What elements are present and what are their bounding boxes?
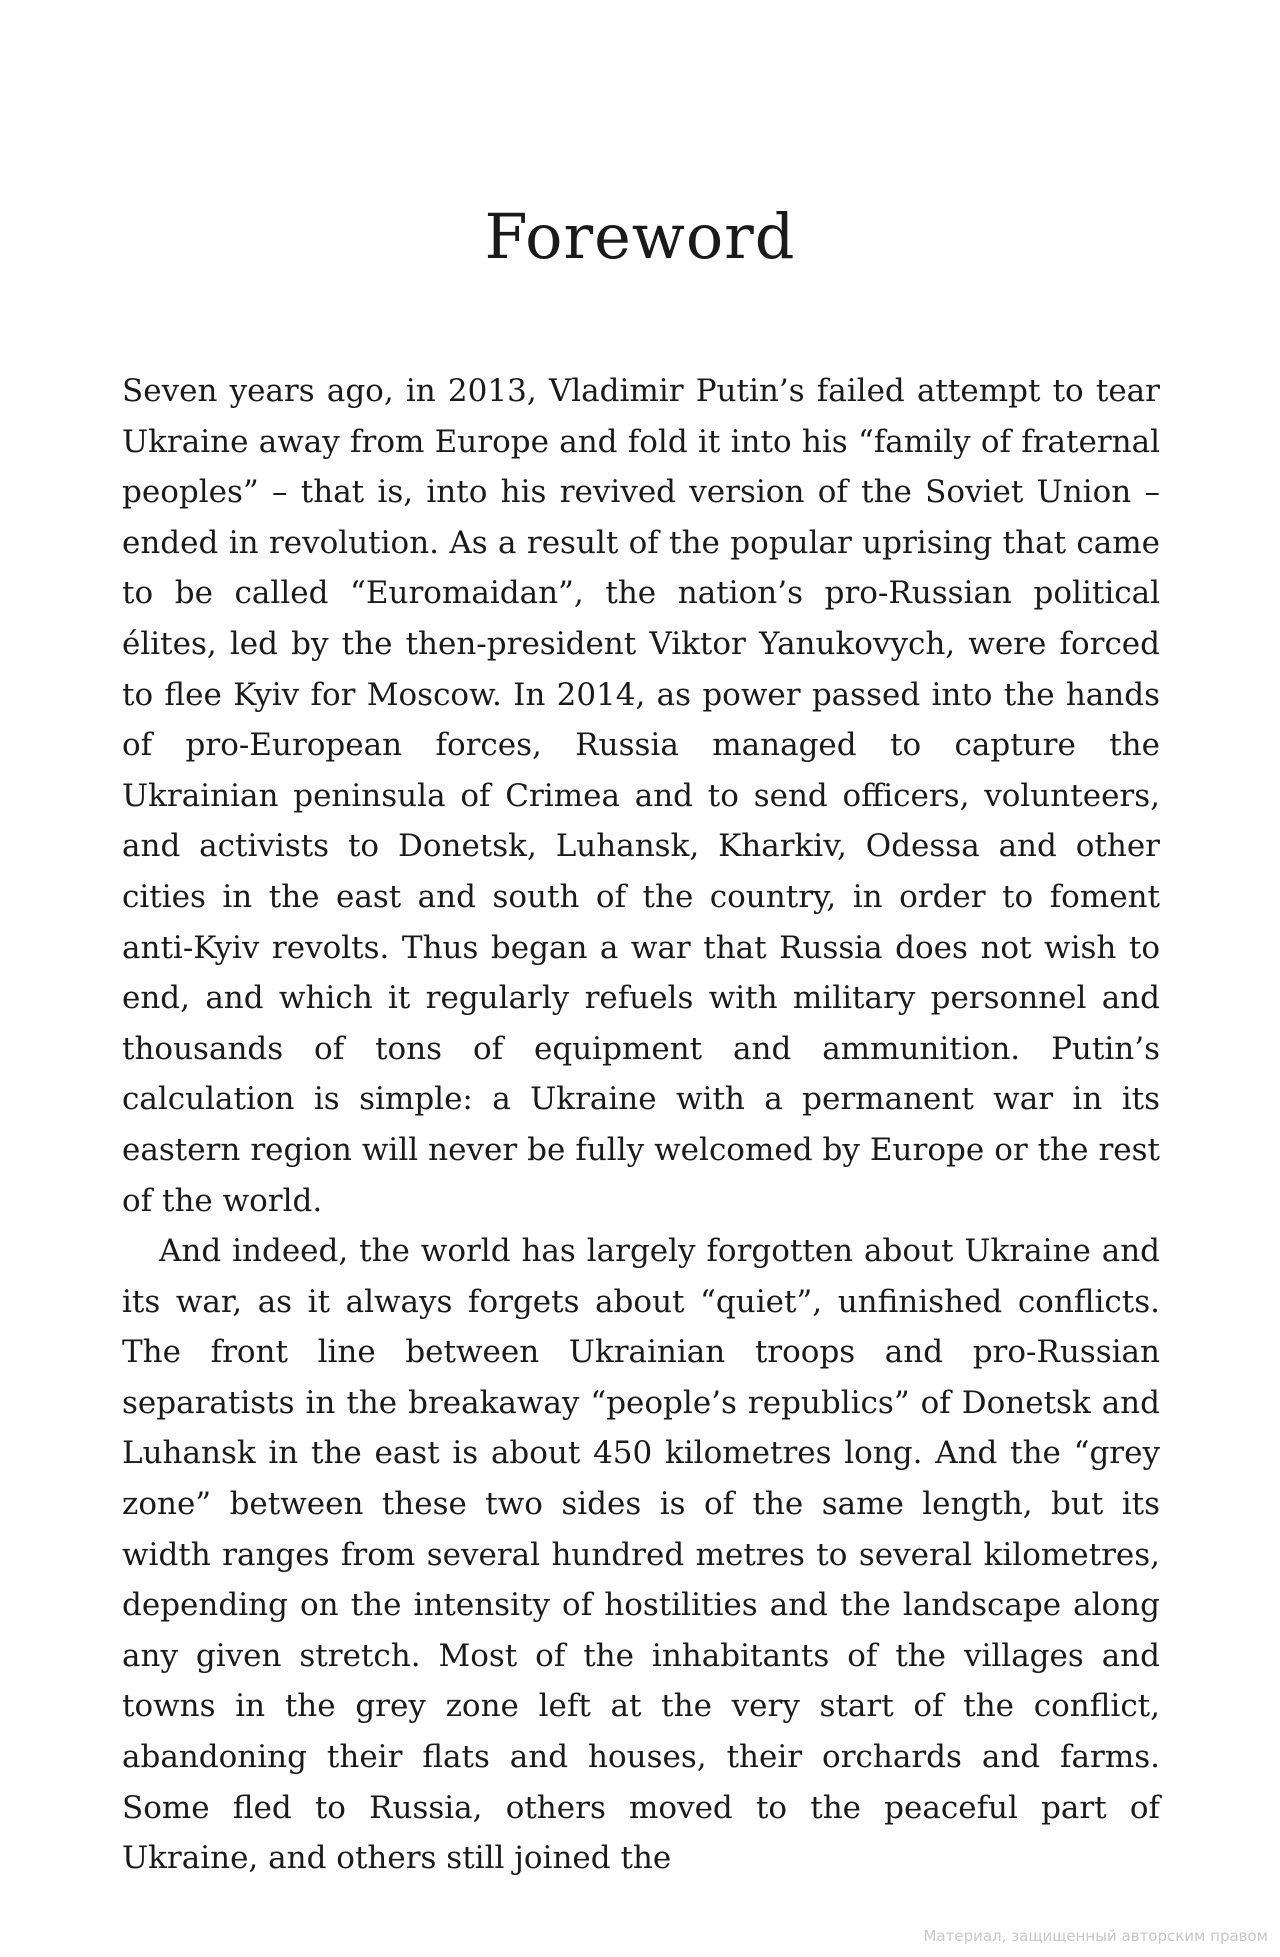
paragraph-1: Seven years ago, in 2013, Vladimir Putin’s failed attempt to tear Ukraine away from Europe and fold it into his “family of fraternal peoples” – that is, into his revived version of the Soviet Union – ended in revolution. As a result of the popular uprising that came to be called “Euromaidan”, the nation’s pro-Russian political élites, led by the then-president Viktor Yanukovych, were forced to flee Kyiv for Moscow. In 2014, as power passed into the hands of pro-European forces, Russia managed to capture the Ukrainian peninsula of Crimea and to send officers, volunteers, and activists to Donetsk, Luhansk, Kharkiv, Odessa and other cities in the east and south of the country, in order to foment anti-Kyiv revolts. Thus began a war that Russia does not wish to end, and which it regularly refuels with military personnel and thousands of tons of equipment and ammunition. Putin’s calculation is simple: a Ukraine with a permanent war in its eastern region will never be fully welcomed by Europe or the rest of the world.	[122, 373, 1160, 1219]
copyright-watermark: Материал, защищенный авторским правом	[923, 1927, 1268, 1945]
paragraph-2: And indeed, the world has largely forgotten about Ukraine and its war, as it always forgets about “quiet”, unfinished conflicts. The front line between Ukrainian troops and pro-Russian separatists in the breakaway “people’s republics” of Donetsk and Luhansk in the east is about 450 kilometres long. And the “grey zone” between these two sides is of the same length, but its width ranges from several hundred metres to several kilometres, depending on the intensity of hostilities and the landscape along any given stretch. Most of the inhabitants of the villages and towns in the grey zone left at the very start of the conflict, abandoning their flats and houses, their orchards and farms. Some fled to Russia, others moved to the peaceful part of Ukraine, and others still joined the	[122, 1233, 1160, 1877]
chapter-body	[122, 366, 1160, 1884]
chapter-title: Foreword	[484, 200, 796, 273]
